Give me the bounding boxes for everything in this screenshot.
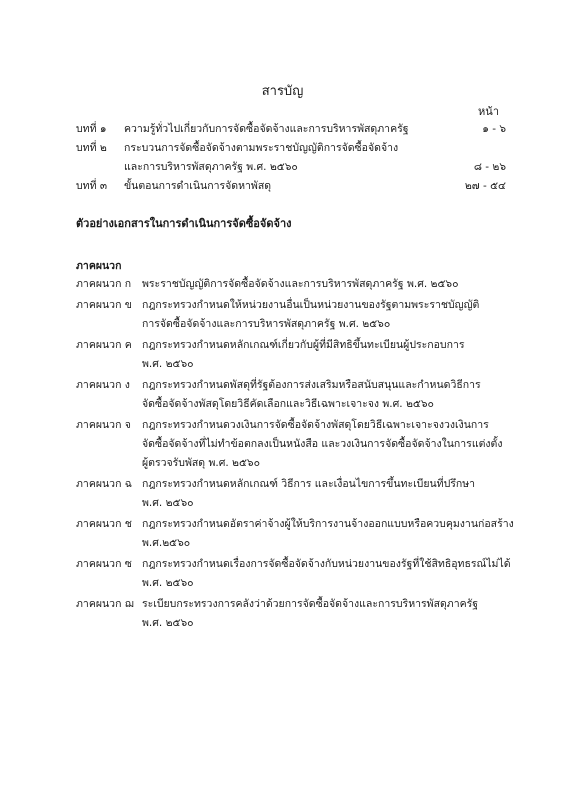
- appendix-label: ภาคผนวก จ: [76, 419, 131, 431]
- appendix-title-line: พ.ศ. ๒๕๖๐: [142, 497, 194, 509]
- chapter-title-line: ขั้นตอนการดำเนินการจัดหาพัสดุ: [124, 180, 272, 192]
- appendix-title: [142, 475, 516, 513]
- appendix-entry[interactable]: [76, 296, 516, 334]
- chapter-title: [124, 120, 436, 139]
- appendix-title-line: กฎกระทรวงกำหนดให้หน่วยงานอื่นเป็นหน่วยงานของรัฐตามพระราชบัญญัติ: [142, 299, 480, 311]
- appendix-title-line: กฎกระทรวงกำหนดหลักเกณฑ์ วิธีการ และเงื่อนไขการขึ้นทะเบียนที่ปรึกษา: [142, 478, 476, 490]
- appendix-title-line: พ.ศ. ๒๕๖๐: [142, 577, 194, 589]
- appendix-list: [76, 275, 516, 635]
- appendix-title-line: จัดซื้อจัดจ้างพัสดุโดยวิธีคัดเลือกและวิธีเฉพาะเจาะจง พ.ศ. ๒๕๖๐: [142, 398, 434, 410]
- appendix-title: [142, 376, 516, 414]
- appendix-title-line: กฎกระทรวงกำหนดพัสดุที่รัฐต้องการส่งเสริมหรือสนับสนุนและกำหนดวิธีการ: [142, 379, 481, 391]
- toc-entry[interactable]: [76, 139, 506, 177]
- appendix-title-line: พ.ศ.๒๕๖๐: [142, 537, 191, 549]
- appendix-entry[interactable]: [76, 376, 516, 414]
- appendix-entry[interactable]: [76, 595, 516, 633]
- appendix-entry[interactable]: [76, 336, 516, 374]
- appendix-title-line: กฎกระทรวงกำหนดวงเงินการจัดซื้อจัดจ้างพัสดุโดยวิธีเฉพาะเจาะจงวงเงินการ: [142, 419, 489, 431]
- page-column-header: หน้า: [478, 105, 499, 118]
- chapter-number: บทที่ ๒: [76, 142, 107, 154]
- toc-entry[interactable]: [76, 177, 506, 196]
- appendix-label: ภาคผนวก ค: [76, 339, 132, 351]
- chapter-title: [124, 139, 436, 177]
- appendix-label: ภาคผนวก ฌ: [76, 598, 134, 610]
- chapter-title-line: และการบริหารพัสดุภาครัฐ พ.ศ. ๒๕๖๐: [124, 161, 298, 173]
- chapter-title-line: กระบวนการจัดซื้อจัดจ้างตามพระราชบัญญัติการจัดซื้อจัดจ้าง: [124, 142, 399, 154]
- appendix-title-line: พ.ศ. ๒๕๖๐: [142, 617, 194, 629]
- appendix-label: ภาคผนวก ก: [76, 278, 132, 290]
- chapter-pages: ๒๗ - ๕๔: [464, 180, 506, 192]
- appendix-title: [142, 555, 516, 593]
- appendix-title-line: พ.ศ. ๒๕๖๐: [142, 358, 194, 370]
- appendix-entry[interactable]: [76, 555, 516, 593]
- appendix-entry[interactable]: [76, 416, 516, 473]
- appendix-heading: ภาคผนวก: [76, 260, 122, 272]
- appendix-title-line: กฎกระทรวงกำหนดหลักเกณฑ์เกี่ยวกับผู้ที่มีสิทธิขึ้นทะเบียนผู้ประกอบการ: [142, 339, 465, 351]
- chapter-title: [124, 177, 436, 196]
- appendix-label: ภาคผนวก ง: [76, 379, 130, 391]
- appendix-title-line: จัดซื้อจัดจ้างที่ไม่ทำข้อตกลงเป็นหนังสือ และวงเงินการจัดซื้อจัดจ้างในการแต่งตั้ง: [142, 438, 503, 450]
- appendix-title: [142, 275, 516, 294]
- appendix-title-line: กฎกระทรวงกำหนดอัตราค่าจ้างผู้ให้บริการงานจ้างออกแบบหรือควบคุมงานก่อสร้าง: [142, 518, 514, 530]
- chapter-pages: ๑ - ๖: [482, 123, 506, 135]
- chapter-title-line: ความรู้ทั่วไปเกี่ยวกับการจัดซื้อจัดจ้างและการบริหารพัสดุภาครัฐ: [124, 123, 409, 135]
- appendix-title-line: การจัดซื้อจัดจ้างและการบริหารพัสดุภาครัฐ พ.ศ. ๒๕๖๐: [142, 318, 391, 330]
- page-title: สารบัญ: [261, 84, 304, 99]
- appendix-entry[interactable]: [76, 475, 516, 513]
- appendix-title: [142, 515, 516, 553]
- appendix-title-line: พระราชบัญญัติการจัดซื้อจัดจ้างและการบริหารพัสดุภาครัฐ พ.ศ. ๒๕๖๐: [142, 278, 459, 290]
- appendix-title: [142, 595, 516, 633]
- appendix-title-line: ระเบียบกระทรวงการคลังว่าด้วยการจัดซื้อจัดจ้างและการบริหารพัสดุภาครัฐ: [142, 598, 479, 610]
- appendix-entry[interactable]: [76, 515, 516, 553]
- examples-heading: ตัวอย่างเอกสารในการดำเนินการจัดซื้อจัดจ้าง: [76, 217, 292, 230]
- appendix-title: [142, 416, 516, 473]
- appendix-entry[interactable]: [76, 275, 516, 294]
- toc-entry[interactable]: [76, 120, 506, 139]
- chapter-pages: ๘ - ๒๖: [473, 161, 506, 173]
- appendix-title: [142, 296, 516, 334]
- appendix-title-line: ผู้ตรวจรับพัสดุ พ.ศ. ๒๕๖๐: [142, 457, 260, 469]
- appendix-title-line: กฎกระทรวงกำหนดเรื่องการจัดซื้อจัดจ้างกับหน่วยงานของรัฐที่ใช้สิทธิอุทธรณ์ไม่ได้: [142, 558, 511, 570]
- appendix-label: ภาคผนวก ซ: [76, 558, 132, 570]
- appendix-title: [142, 336, 516, 374]
- appendix-label: ภาคผนวก ข: [76, 299, 132, 311]
- chapter-number: บทที่ ๑: [76, 123, 107, 135]
- appendix-label: ภาคผนวก ช: [76, 518, 132, 530]
- appendix-label: ภาคผนวก ฉ: [76, 478, 132, 490]
- table-of-contents: [76, 120, 506, 196]
- chapter-number: บทที่ ๓: [76, 180, 108, 192]
